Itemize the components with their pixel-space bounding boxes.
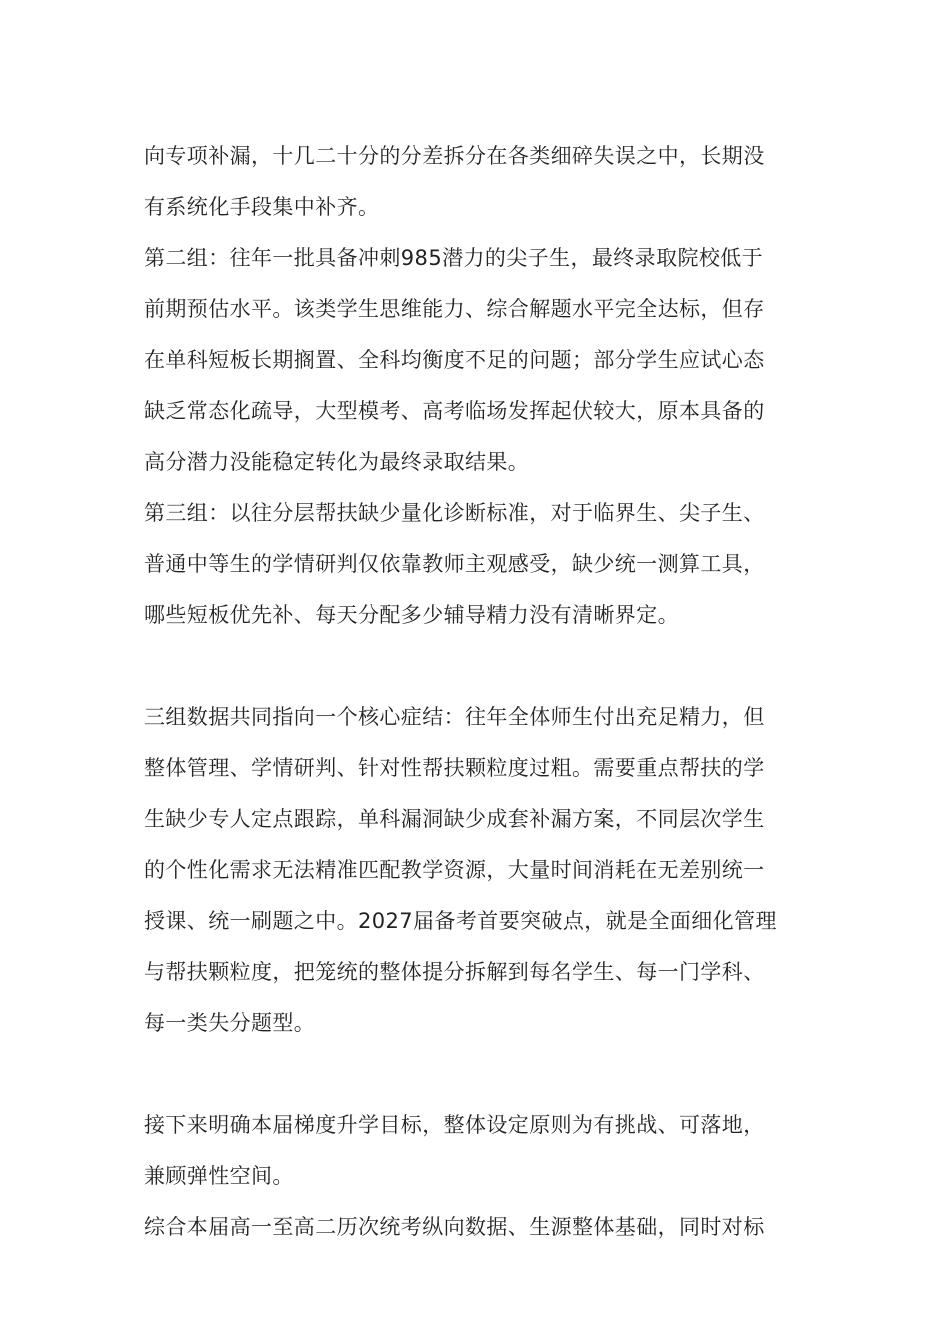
text-line: 接下来明确本届梯度升学目标，整体设定原则为有挑战、可落地， bbox=[144, 1113, 765, 1137]
text-line: 每一类失分题型。 bbox=[144, 1011, 316, 1035]
text-line: 第三组：以往分层帮扶缺少量化诊断标准，对于临界生、尖子生、 bbox=[144, 501, 765, 525]
text-line: 的个性化需求无法精准匹配教学资源，大量时间消耗在无差别统一 bbox=[144, 858, 765, 882]
text-line: 高分潜力没能稳定转化为最终录取结果。 bbox=[144, 450, 530, 474]
text-line: 第二组：往年一批具备冲刺985潜力的尖子生，最终录取院校低于 bbox=[144, 246, 764, 270]
text-line: 向专项补漏，十几二十分的分差拆分在各类细碎失误之中，长期没 bbox=[144, 144, 765, 168]
text-line: 缺乏常态化疏导，大型模考、高考临场发挥起伏较大，原本具备的 bbox=[144, 399, 765, 423]
text-line: 普通中等生的学情研判仅依靠教师主观感受，缺少统一测算工具， bbox=[144, 552, 765, 576]
text-line: 整体管理、学情研判、针对性帮扶颗粒度过粗。需要重点帮扶的学 bbox=[144, 756, 765, 780]
text-line: 兼顾弹性空间。 bbox=[144, 1164, 294, 1188]
text-line: 综合本届高一至高二历次统考纵向数据、生源整体基础，同时对标 bbox=[144, 1215, 765, 1239]
paragraph-gap bbox=[144, 641, 814, 692]
text-line: 前期预估水平。该类学生思维能力、综合解题水平完全达标，但存 bbox=[144, 297, 765, 321]
text-line: 与帮扶颗粒度，把笼统的整体提分拆解到每名学生、每一门学科、 bbox=[144, 960, 765, 984]
text-line: 授课、统一刷题之中。2027届备考首要突破点，就是全面细化管理 bbox=[144, 909, 777, 933]
text-line: 三组数据共同指向一个核心症结：往年全体师生付出充足精力，但 bbox=[144, 705, 765, 729]
text-line: 生缺少专人定点跟踪，单科漏洞缺少成套补漏方案，不同层次学生 bbox=[144, 807, 765, 831]
document-body bbox=[144, 131, 814, 1253]
paragraph-gap bbox=[144, 1049, 814, 1100]
text-line: 在单科短板长期搁置、全科均衡度不足的问题；部分学生应试心态 bbox=[144, 348, 765, 372]
text-line: 哪些短板优先补、每天分配多少辅导精力没有清晰界定。 bbox=[144, 603, 679, 627]
text-line: 有系统化手段集中补齐。 bbox=[144, 195, 380, 219]
